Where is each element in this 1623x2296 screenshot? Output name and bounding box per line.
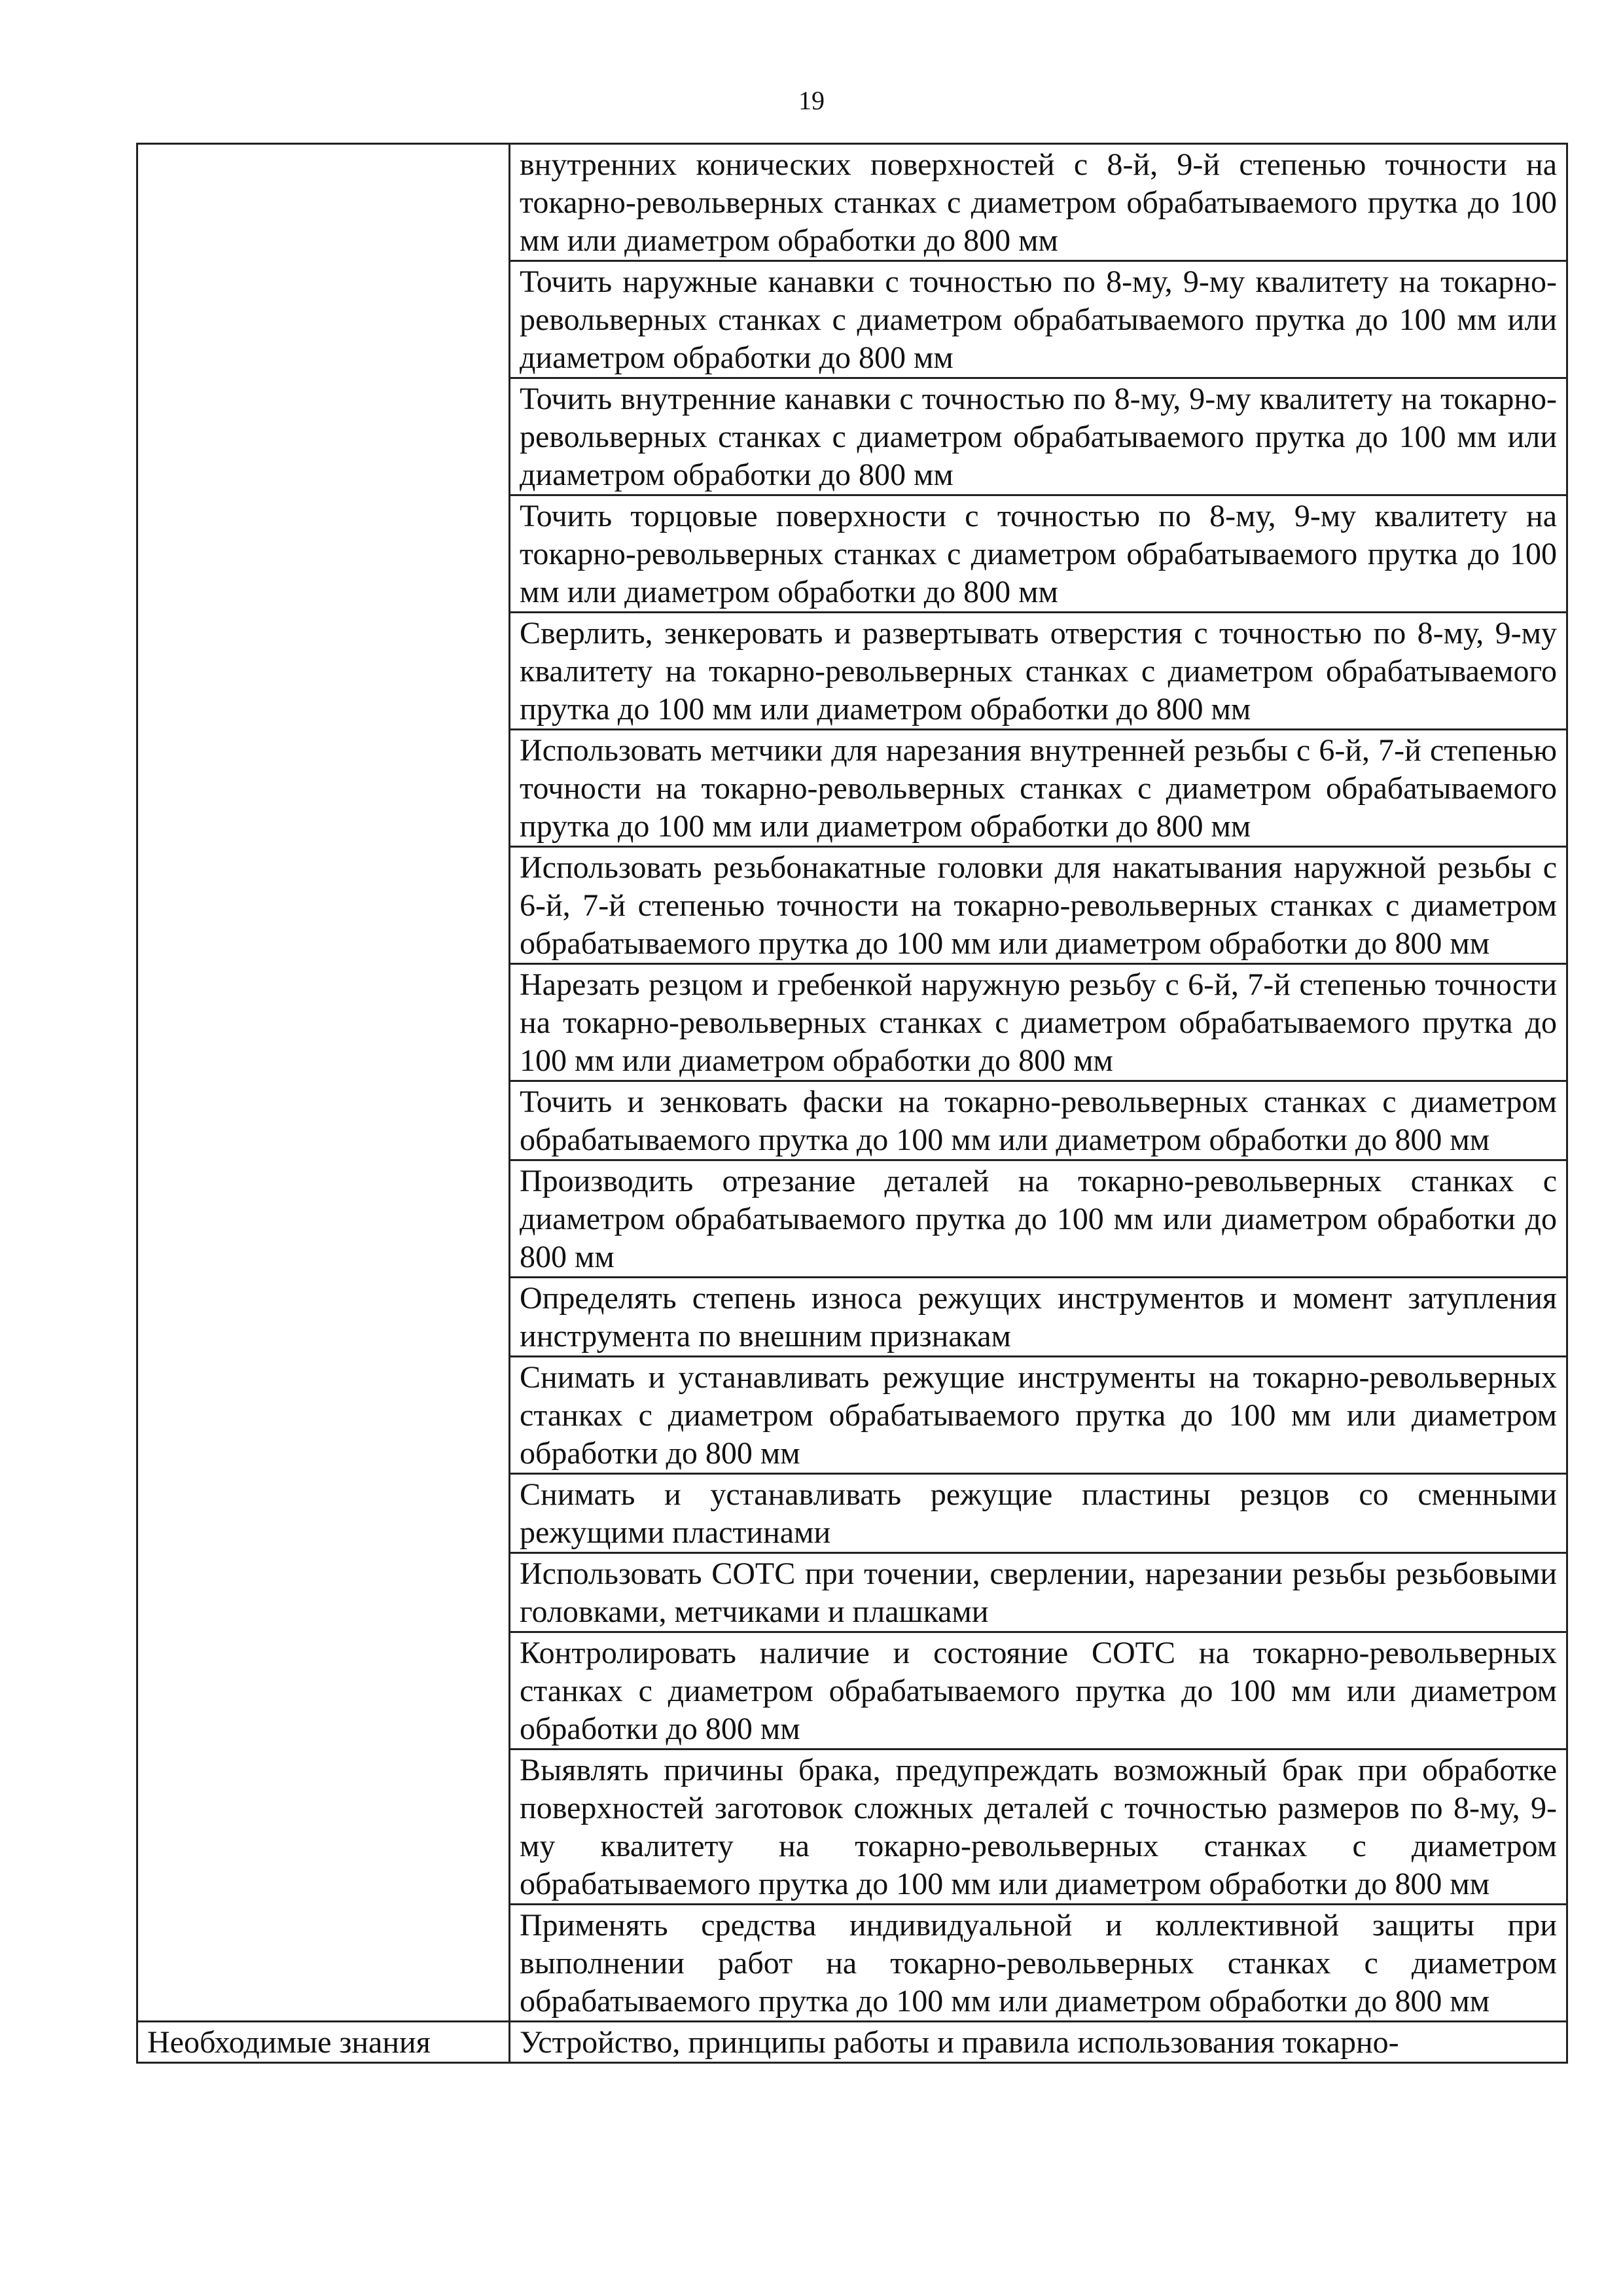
row-label: Необходимые знания <box>147 2025 431 2060</box>
table-cell-text: Использовать метчики для нарезания внутренней резьбы с 6-й, 7-й степенью точности на токарно-револьверных станках с диаметром обрабатываемого прутка до 100 мм или диаметром обработки до 800 мм <box>510 730 1567 847</box>
requirements-table-body <box>137 144 1567 2063</box>
table-cell-text: внутренних конических поверхностей с 8-й, 9-й степенью точности на токарно-револьверных станках с диаметром обрабатываемого прутка до 100 мм или диаметром обработки до 800 мм <box>510 144 1567 261</box>
knowledge-label-cell <box>137 2022 510 2063</box>
table-row <box>137 144 1567 261</box>
table-cell-text: Нарезать резцом и гребенкой наружную резьбу с 6-й, 7-й степенью точности на токарно-револьверных станках с диаметром обрабатываемого прутка до 100 мм или диаметром обработки до 800 мм <box>510 964 1567 1081</box>
table-cell-text: Снимать и устанавливать режущие инструменты на токарно-револьверных станках с диаметром обрабатываемого прутка до 100 мм или диаметром обработки до 800 мм <box>510 1357 1567 1474</box>
table-cell-text: Точить и зенковать фаски на токарно-револьверных станках с диаметром обрабатываемого прутка до 100 мм или диаметром обработки до 800 мм <box>510 1081 1567 1160</box>
table-cell-text: Использовать резьбонакатные головки для накатывания наружной резьбы с 6-й, 7-й степенью точности на токарно-револьверных станках с диаметром обрабатываемого прутка до 100 мм или диаметром обработки до 800 мм <box>510 847 1567 964</box>
table-cell-text: Контролировать наличие и состояние СОТС на токарно-револьверных станках с диаметром обрабатываемого прутка до 100 мм или диаметром обработки до 800 мм <box>510 1632 1567 1749</box>
table-cell-text: Производить отрезание деталей на токарно-револьверных станках с диаметром обрабатываемого прутка до 100 мм или диаметром обработки до 800 мм <box>510 1160 1567 1278</box>
page-number: 19 <box>798 86 825 115</box>
table-cell-text: Точить внутренние канавки с точностью по 8-му, 9-му квалитету на токарно-револьверных станках с диаметром обрабатываемого прутка до 100 мм или диаметром обработки до 800 мм <box>510 378 1567 495</box>
table-cell-text: Снимать и устанавливать режущие пластины резцов со сменными режущими пластинами <box>510 1474 1567 1553</box>
table-cell-text: Сверлить, зенкеровать и развертывать отверстия с точностью по 8-му, 9-му квалитету на токарно-револьверных станках с диаметром обрабатываемого прутка до 100 мм или диаметром обработки до 800 мм <box>510 613 1567 730</box>
table-cell-text: Точить наружные канавки с точностью по 8-му, 9-му квалитету на токарно-револьверных станках с диаметром обрабатываемого прутка до 100 мм или диаметром обработки до 800 мм <box>510 261 1567 378</box>
table-cell-text: Устройство, принципы работы и правила использования токарно- <box>510 2022 1567 2063</box>
table-cell-text: Точить торцовые поверхности с точностью по 8-му, 9-му квалитету на токарно-револьверных станках с диаметром обрабатываемого прутка до 100 мм или диаметром обработки до 800 мм <box>510 495 1567 613</box>
table-cell-text: Определять степень износа режущих инструментов и момент затупления инструмента по внешним признакам <box>510 1278 1567 1357</box>
table-row <box>137 2022 1567 2063</box>
table-cell-text: Выявлять причины брака, предупреждать возможный брак при обработке поверхностей заготовок сложных деталей с точностью размеров по 8-му, 9-му квалитету на токарно-револьверных станках с диаметром обрабатываемого прутка до 100 мм или диаметром обработки до 800 мм <box>510 1749 1567 1905</box>
table-cell-text: Использовать СОТС при точении, сверлении, нарезании резьбы резьбовыми головками, метчиками и плашками <box>510 1553 1567 1632</box>
table-cell-text: Применять средства индивидуальной и коллективной защиты при выполнении работ на токарно-револьверных станках с диаметром обрабатываемого прутка до 100 мм или диаметром обработки до 800 мм <box>510 1905 1567 2022</box>
requirements-table <box>136 143 1568 2064</box>
skills-label-cell <box>137 144 510 2022</box>
